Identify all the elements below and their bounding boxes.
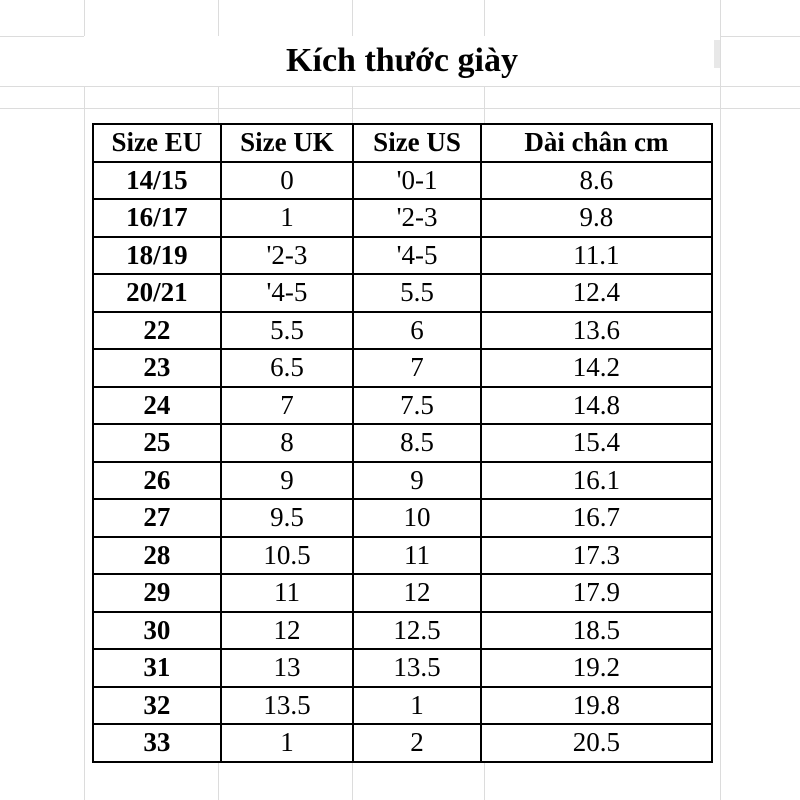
table-row [93,499,712,537]
grid-line [84,0,85,800]
table-row [93,574,712,612]
cell-foot-length: 9.8 [481,199,712,237]
cell-size-us: 1 [353,687,481,725]
table-row [93,687,712,725]
shoe-size-table [92,123,713,763]
cell-size-uk: '4-5 [221,274,354,312]
table-row [93,724,712,762]
cell-size-us: '2-3 [353,199,481,237]
grid-line [0,108,800,109]
cell-size-us: 13.5 [353,649,481,687]
table-row [93,199,712,237]
header-size-us: Size US [353,124,481,162]
cell-foot-length: 8.6 [481,162,712,200]
cell-foot-length: 14.2 [481,349,712,387]
cell-foot-length: 11.1 [481,237,712,275]
cell-edge-strip [714,40,720,68]
cell-size-us: 7 [353,349,481,387]
cell-foot-length: 16.1 [481,462,712,500]
grid-line [0,86,800,87]
cell-size-eu: 24 [93,387,221,425]
cell-size-us: 10 [353,499,481,537]
cell-size-eu: 22 [93,312,221,350]
cell-foot-length: 18.5 [481,612,712,650]
cell-size-eu: 18/19 [93,237,221,275]
cell-size-eu: 20/21 [93,274,221,312]
cell-size-us: 2 [353,724,481,762]
table-row [93,312,712,350]
cell-size-uk: 11 [221,574,354,612]
title-row [84,36,720,86]
cell-size-uk: 8 [221,424,354,462]
cell-size-us: 7.5 [353,387,481,425]
header-row [93,124,712,162]
cell-size-us: '0-1 [353,162,481,200]
cell-size-eu: 31 [93,649,221,687]
cell-size-uk: 10.5 [221,537,354,575]
cell-size-us: 6 [353,312,481,350]
cell-size-eu: 33 [93,724,221,762]
table-row [93,237,712,275]
cell-size-us: 11 [353,537,481,575]
cell-size-eu: 27 [93,499,221,537]
cell-foot-length: 17.9 [481,574,712,612]
header-size-eu: Size EU [93,124,221,162]
cell-foot-length: 17.3 [481,537,712,575]
table-row [93,349,712,387]
cell-size-us: 8.5 [353,424,481,462]
cell-foot-length: 12.4 [481,274,712,312]
cell-size-us: 5.5 [353,274,481,312]
cell-size-eu: 14/15 [93,162,221,200]
cell-foot-length: 14.8 [481,387,712,425]
table-row [93,274,712,312]
cell-size-uk: '2-3 [221,237,354,275]
cell-size-uk: 13.5 [221,687,354,725]
table-row [93,649,712,687]
cell-foot-length: 19.8 [481,687,712,725]
table-row [93,424,712,462]
cell-size-uk: 6.5 [221,349,354,387]
cell-size-uk: 5.5 [221,312,354,350]
cell-size-eu: 16/17 [93,199,221,237]
cell-foot-length: 16.7 [481,499,712,537]
cell-size-uk: 1 [221,199,354,237]
cell-size-uk: 0 [221,162,354,200]
cell-size-uk: 7 [221,387,354,425]
cell-size-eu: 25 [93,424,221,462]
cell-size-us: 9 [353,462,481,500]
cell-size-eu: 29 [93,574,221,612]
grid-line [720,0,721,800]
cell-size-uk: 13 [221,649,354,687]
table-row [93,612,712,650]
cell-size-eu: 32 [93,687,221,725]
table-row [93,462,712,500]
table-row [93,537,712,575]
page-title: Kích thước giày [286,42,518,79]
cell-foot-length: 20.5 [481,724,712,762]
cell-foot-length: 15.4 [481,424,712,462]
header-size-uk: Size UK [221,124,354,162]
cell-size-us: '4-5 [353,237,481,275]
cell-foot-length: 19.2 [481,649,712,687]
table-row [93,387,712,425]
cell-size-us: 12 [353,574,481,612]
table-row [93,162,712,200]
cell-size-us: 12.5 [353,612,481,650]
cell-size-eu: 30 [93,612,221,650]
cell-size-uk: 1 [221,724,354,762]
cell-size-eu: 26 [93,462,221,500]
cell-size-eu: 23 [93,349,221,387]
cell-size-uk: 9 [221,462,354,500]
cell-size-uk: 9.5 [221,499,354,537]
cell-foot-length: 13.6 [481,312,712,350]
cell-size-uk: 12 [221,612,354,650]
header-foot-length: Dài chân cm [481,124,712,162]
cell-size-eu: 28 [93,537,221,575]
